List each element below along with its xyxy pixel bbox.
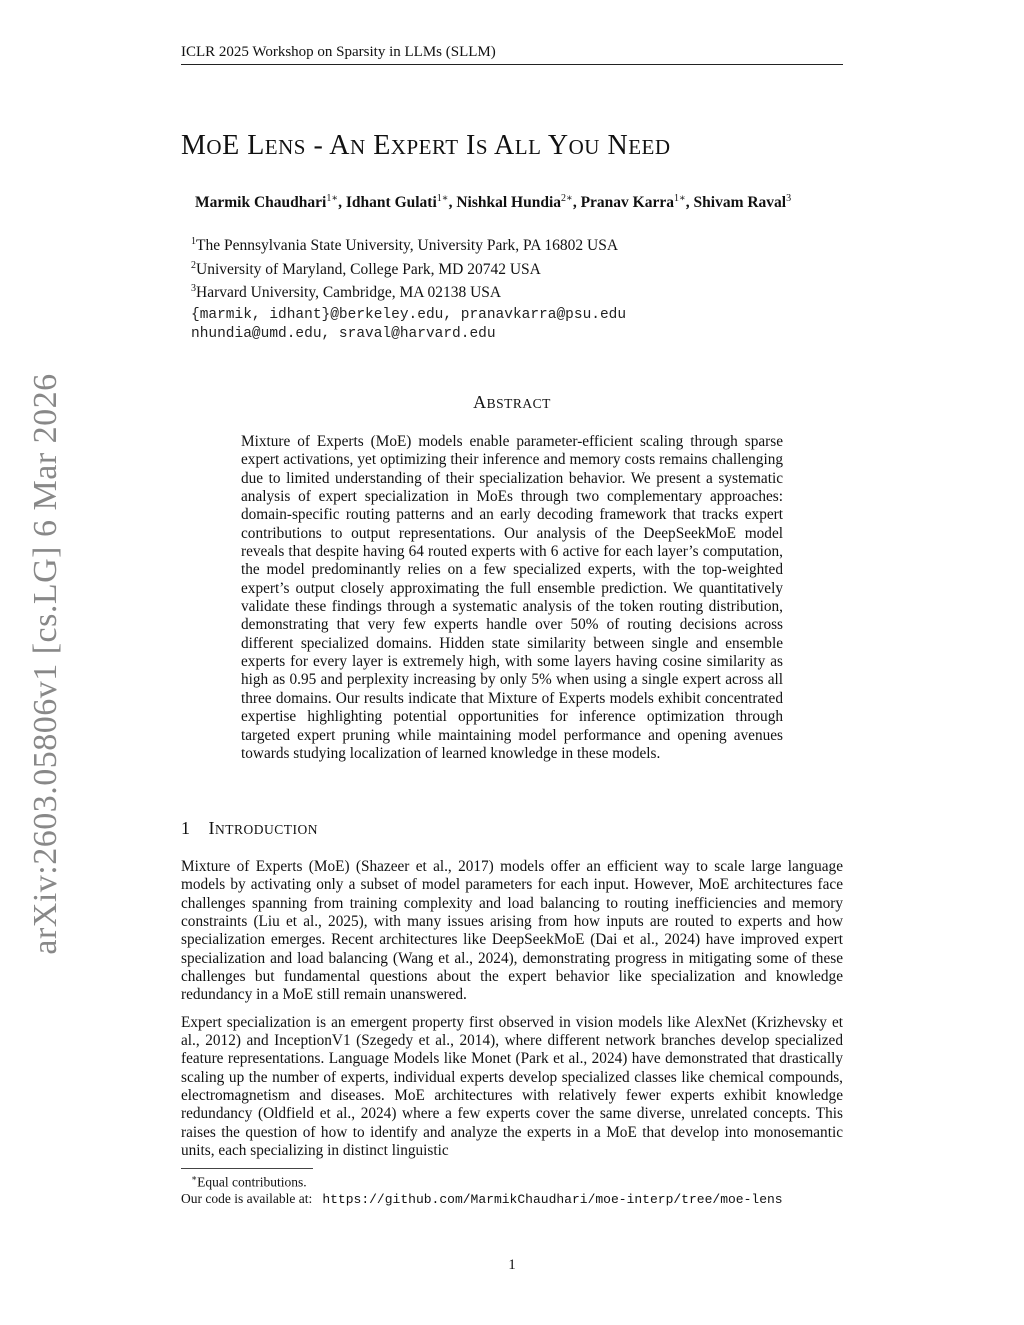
abstract-text: Mixture of Experts (MoE) models enable parameter-efficient scaling through sparse expert activations, yet optimizing their inference and memory costs remains challenging due to limited understanding of their specialization behavior. We present a systematic analysis of expert specialization in MoEs through two complementary approaches: domain-specific routing patterns and an early decoding framework that tracks expert contributions to output representations. Our analysis of the DeepSeekMoE model reveals that despite having 64 routed experts with 6 active for each layer’s computation, the model predominantly relies on a few specialized experts, with the top-weighted expert’s output closely approximating the full ensemble prediction. We quantitatively validate these findings through a systematic analysis of the token routing distribution, demonstrating that very few experts handle over 50% of routing decisions across different specialized domains. Hidden state similarity between single and ensemble experts for every layer is extremely high, with some layers having cosine similarity as high as 0.95 and perplexity increasing by only 5% when using a single expert across all three domains. Our results indicate that Mixture of Experts models exhibit concentrated expertise highlighting potential opportunities for inference optimization through targeted expert pruning while maintaining model performance and opening avenues towards studying localization of learned knowledge in these models. — [241, 433, 783, 762]
author-name: Shivam Raval — [693, 194, 787, 212]
paragraph: Expert specialization is an emergent property first observed in vision models like AlexNet (Krizhevsky et al., 2012) and InceptionV1 (Szegedy et al., 2014), where different network branches develop specialized feature representations. Language Models like Monet (Park et al., 2024) have demonstrated that drastically scaling up the number of experts, individual experts develop specialized classes like chemical compounds, electromagnetism and diseases. MoE architectures with relatively fewer experts exhibit knowledge redundancy (Oldfield et al., 2024) where a few experts cover the same diverse, unrelated concepts. This raises the question of how to identify and analyze the experts in a MoE that develop into monosemantic units, each specializing in distinct linguistic — [181, 1013, 843, 1160]
author-marker: 1∗ — [326, 193, 339, 204]
arxiv-watermark: arXiv:2603.05806v1 [cs.LG] 6 Mar 2026 — [27, 373, 64, 955]
affiliation: $^2$University of Maryland, College Park, MD 20742 USA — [191, 259, 541, 278]
author-marker: 1∗ — [436, 193, 449, 204]
page-number: 1 — [508, 1257, 516, 1273]
footnote-code: Our code is available at: https://github.com/MarmikChaudhari/moe-interp/tree/moe-lens — [181, 1191, 783, 1207]
email-line: nhundia@umd.edu, sraval@harvard.edu — [191, 326, 496, 342]
affiliation: $^1$The Pennsylvania State University, University Park, PA 16802 USA — [191, 236, 619, 255]
affiliation: $^3$Harvard University, Cambridge, MA 02138 USA — [191, 283, 502, 302]
author-emails — [191, 306, 626, 344]
running-header: ICLR 2025 Workshop on Sparsity in LLMs (SLLM) — [181, 44, 843, 65]
author-name: Nishkal Hundia — [456, 194, 562, 212]
author-name: Idhant Gulati — [345, 194, 437, 212]
author-name: Marmik Chaudhari — [195, 194, 327, 212]
author-marker: 1∗ — [673, 193, 686, 204]
paper-title: MOE LENS - AN EXPERT IS ALL YOU NEED — [181, 130, 671, 161]
section-number: 1 — [181, 818, 191, 838]
author-list: Marmik Chaudhari$^{1∗}$, Idhant Gulati$^{1∗}$, Nishkal Hundia$^{2∗}$, Pranav Karra$^{1∗}$, Shivam Raval$^3$ — [195, 193, 792, 212]
paragraph: Mixture of Experts (MoE) (Shazeer et al., 2017) models offer an efficient way to scale large language models by activating only a subset of model parameters for each input. However, MoE architectures face challenges spanning from training complexity and load balancing to routing inefficiencies and memory constraints (Liu et al., 2025), with many issues arising from how inputs are routed to experts and how specialization emerges. Recent architectures like DeepSeekMoE (Dai et al., 2024) have improved expert specialization and load balancing (Wang et al., 2024), demonstrating progress in mitigating some of these challenges but fundamental questions about the expert behavior like specialization and knowledge redundancy in a MoE still remain unanswered. — [181, 858, 843, 1004]
affiliations — [191, 232, 618, 303]
author-marker: 3 — [786, 193, 792, 204]
footnote-divider — [181, 1168, 313, 1169]
section-heading: 1 INTRODUCTION — [181, 818, 318, 838]
email-line: {marmik, idhant}@berkeley.edu, pranavkarra@psu.edu — [191, 307, 627, 323]
abstract-heading: ABSTRACT — [473, 392, 551, 412]
author-marker: 2∗ — [561, 193, 573, 204]
author-name: Pranav Karra — [580, 194, 674, 212]
introduction-body — [181, 858, 843, 1170]
footnote-equal-contribution: ∗Equal contributions. — [191, 1173, 307, 1190]
code-link[interactable]: https://github.com/MarmikChaudhari/moe-interp/tree/moe-lens — [322, 1192, 783, 1207]
